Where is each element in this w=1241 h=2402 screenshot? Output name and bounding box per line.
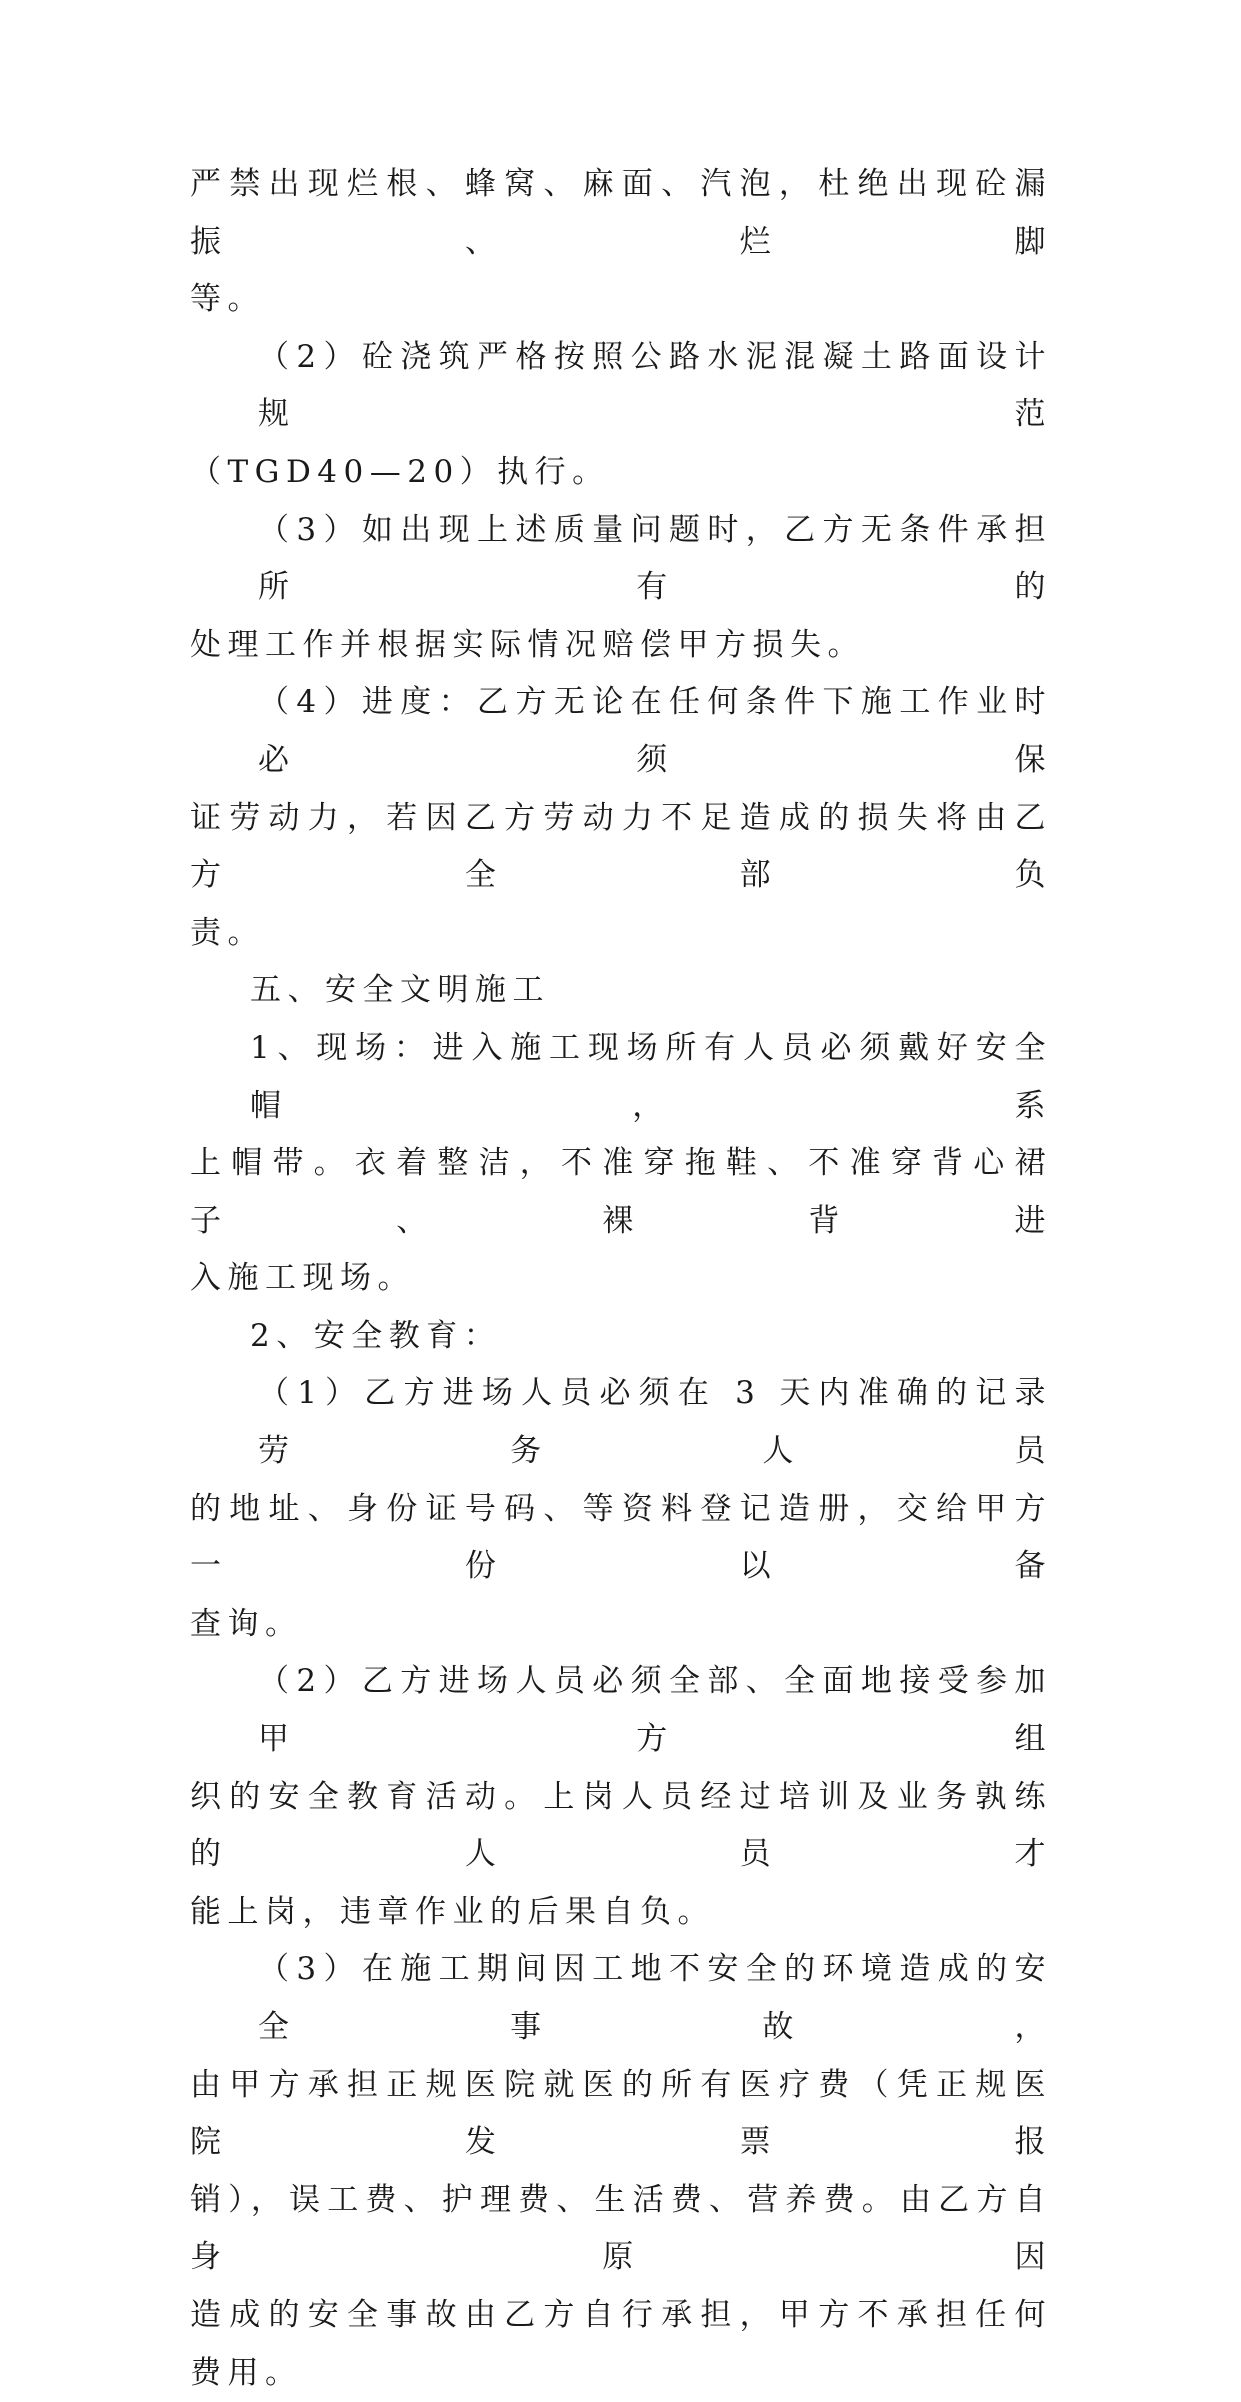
text-line: 证劳动力，若因乙方劳动力不足造成的损失将由乙方全部负	[190, 799, 1052, 894]
text-line: 查询。	[190, 1605, 303, 1642]
text-line: 2、安全教育：	[250, 1317, 502, 1354]
text-line: （1）乙方进场人员必须在 3 天内准确的记录劳务人员	[258, 1375, 1052, 1470]
paragraph-item-2-concrete-pouring	[190, 329, 1052, 502]
text-line: 的地址、身份证号码、等资料登记造册，交给甲方一份以备	[190, 1490, 1052, 1585]
paragraph-edu-item-2	[190, 1653, 1052, 1941]
text-line: （TGD40—20）执行。	[190, 453, 610, 490]
paragraph-item-3-quality-issues	[190, 502, 1052, 675]
text-line: 严禁出现烂根、蜂窝、麻面、汽泡，杜绝出现砼漏振、烂脚	[190, 166, 1052, 260]
text-line: （3）在施工期间因工地不安全的环境造成的安全事故，	[258, 1951, 1052, 2045]
paragraph-site-rules	[190, 1020, 1052, 1308]
document-body	[190, 156, 1052, 2402]
paragraph-quality-requirements	[190, 156, 1052, 329]
text-line: 责。	[190, 914, 265, 951]
text-line: 销），误工费、护理费、生活费、营养费。由乙方自身原因	[190, 2181, 1052, 2276]
text-line: 能上岗，违章作业的后果自负。	[190, 1893, 715, 1930]
text-line: 造成的安全事故由乙方自行承担，甲方不承担任何费用。	[190, 2296, 1052, 2391]
paragraph-item-4-progress	[190, 674, 1052, 962]
subheading-safety-education	[190, 1308, 1052, 1366]
text-line: （4）进度：乙方无论在任何条件下施工作业时必须保	[258, 684, 1052, 778]
text-line: 五、安全文明施工	[250, 972, 550, 1009]
text-line: （3）如出现上述质量问题时，乙方无条件承担所有的	[258, 511, 1052, 606]
text-line: 1、现场：进入施工现场所有人员必须戴好安全帽，系	[250, 1029, 1052, 1124]
text-line: 等。	[190, 281, 265, 318]
text-line: （2）砼浇筑严格按照公路水泥混凝土路面设计规范	[258, 338, 1052, 433]
text-line: 上帽带。衣着整洁，不准穿拖鞋、不准穿背心裙子、裸背进	[190, 1145, 1052, 1239]
paragraph-edu-item-3	[190, 1941, 1052, 2402]
text-line: （2）乙方进场人员必须全部、全面地接受参加甲方组	[258, 1663, 1052, 1758]
text-line: 织的安全教育活动。上岗人员经过培训及业务孰练的人员才	[190, 1778, 1052, 1873]
text-line: 由甲方承担正规医院就医的所有医疗费（凭正规医院发票报	[190, 2066, 1052, 2161]
text-line: 入施工现场。	[190, 1260, 415, 1297]
text-line: 处理工作并根据实际情况赔偿甲方损失。	[190, 626, 865, 663]
paragraph-edu-item-1	[190, 1365, 1052, 1653]
section-heading-safety	[190, 962, 1052, 1020]
